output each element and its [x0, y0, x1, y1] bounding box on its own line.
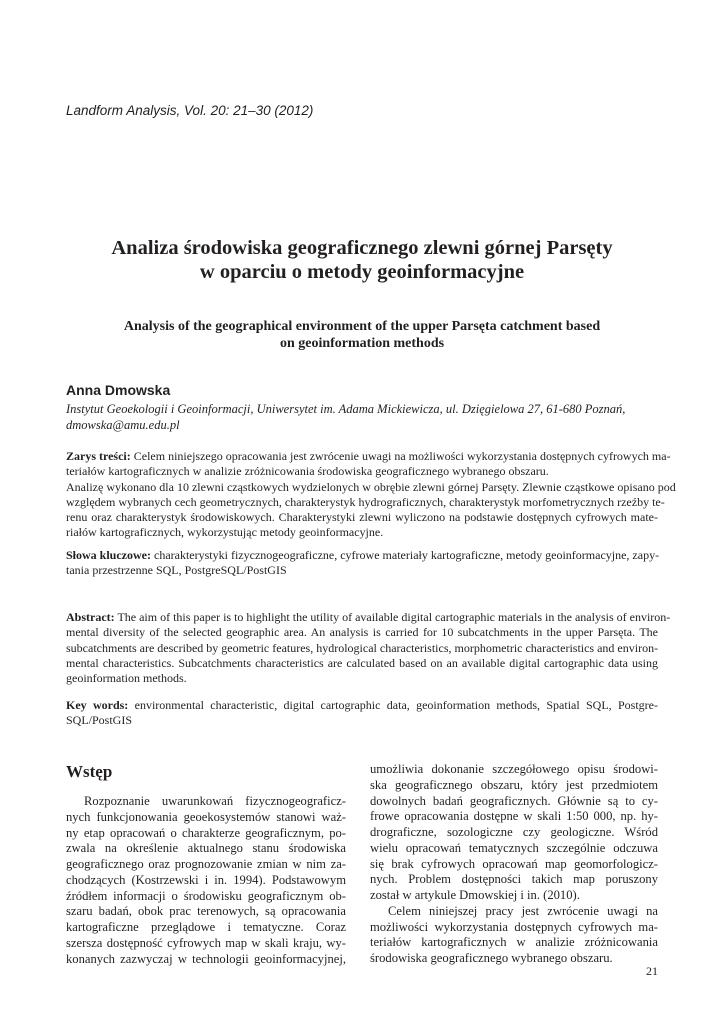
- text-line: frowe opracowania dostępne w skali 1:50 000, np. hy-: [370, 809, 658, 824]
- text-line: wielu opracowań tematycznych szczególnie odczuwa: [370, 840, 658, 855]
- text-line: szaru badań, obok prac terenowych, są opracowania: [66, 904, 346, 919]
- keywords-english: [66, 698, 658, 729]
- article-title-polish: [66, 236, 658, 284]
- text-line: riałów kartograficznych, wykorzystując metody geoinformacyjne.: [66, 525, 384, 540]
- keywords-polish-label: Słowa kluczowe:: [66, 548, 151, 562]
- text-line: teriałów kartograficznych w analizie zróżnicowania środowiska geograficznego wybranego obszaru.: [66, 464, 549, 479]
- text-line: renu oraz charakterystyk środowiskowych. Charakterystyki zlewni wyliczono na podstawie dostępnych cyfrowych mate-: [66, 510, 658, 525]
- text-line: environmental characteristic, digital cartographic data, geoinformation methods, Spatial SQL, Postgre-: [128, 698, 658, 712]
- text-line: geoinformation methods.: [66, 671, 187, 686]
- section-heading: Wstęp: [66, 762, 113, 781]
- text-line: szersza dostępność cyfrowych map w skali kraju, wy-: [66, 935, 346, 950]
- text-line: charakterystyki fizycznogeograficzne, cyfrowe materiały kartograficzne, metody geoinformacyjne, zapy-: [151, 548, 660, 562]
- text-line: ska geograficznego obszaru, który jest przedmiotem: [370, 777, 658, 792]
- page-number: 21: [646, 964, 658, 978]
- title-line: on geoinformation methods: [279, 336, 445, 351]
- abstract-label: Abstract:: [66, 610, 115, 624]
- text-line: Celem niniejszej pracy jest zwrócenie uwagi na: [388, 903, 658, 918]
- text-line: mental characteristics. Subcatchments characteristics are calculated based on an available digital cartographic data using: [66, 655, 658, 670]
- abstract-polish-label: Zarys treści:: [66, 449, 131, 463]
- text-line: kartograficzne przeglądowe i tematyczne. Coraz: [66, 920, 346, 934]
- text-line: subcatchments are described by geometric features, hydrological characteristics, morphometric characteristics and environ-: [66, 640, 659, 655]
- text-line: tania przestrzenne SQL, PostgreSQL/PostGIS: [66, 563, 287, 578]
- article-title-english: [66, 318, 658, 352]
- text-line: dowolnych badań geograficznych. Głównie są to cy-: [370, 793, 658, 808]
- keywords-label: Key words:: [66, 698, 129, 712]
- text-line: względem wybranych cech geometrycznych, charakterystyk hydrograficznych, charakterystyk morfometrycznych rzeźby te-: [66, 494, 665, 509]
- title-line: w oparciu o metody geoinformacyjne: [199, 261, 525, 283]
- text-line: nych funkcjonowania geoekosystemów stanowi waż-: [66, 809, 346, 824]
- title-line: Analiza środowiska geograficznego zlewni górnej Parsęty: [111, 237, 613, 259]
- text-line: teriałów kartograficznych w analizie zróżnicowania: [370, 935, 658, 950]
- abstract-polish: [66, 449, 676, 541]
- text-line: został w artykule Dmowskiej i in. (2010).: [370, 888, 580, 902]
- text-line: konanych zazwyczaj w technologii geoinformacyjnej,: [66, 951, 346, 966]
- text-line: Rozpoznanie uwarunkowań fizycznogeograficz-: [84, 794, 346, 808]
- text-line: umożliwia dokonanie szczegółowego opisu środowi-: [370, 762, 658, 776]
- text-line: się brak cyfrowych opracowań map geomorfologicz-: [370, 856, 658, 871]
- text-line: SQL/PostGIS: [66, 713, 133, 728]
- keywords-polish: [66, 548, 658, 579]
- text-line: Celem niniejszego opracowania jest zwrócenie uwagi na możliwości wykorzystania dostępnych cyfrowych ma-: [130, 449, 671, 463]
- abstract-english: [66, 610, 671, 686]
- author-affiliation: [66, 402, 625, 433]
- text-line: geograficznego oraz prognozowanie zmian w nim za-: [66, 857, 346, 871]
- text-line: drograficzne, sozologiczne czy geologiczne. Wśród: [370, 825, 658, 839]
- text-line: zwala na określenie aktualnego stanu środowiska: [66, 841, 346, 856]
- right-column: [370, 762, 658, 967]
- author-email: dmowska@amu.edu.pl: [66, 417, 180, 432]
- affiliation-line: Instytut Geoekologii i Geoinformacji, Uniwersytet im. Adama Mickiewicza, ul. Dzięgielowa 27, 61-680 Poznań,: [66, 402, 626, 416]
- author-name: Anna Dmowska: [66, 382, 171, 398]
- left-column: [66, 794, 346, 967]
- text-line: chodzących (Kostrzewski i in. 1994). Podstawowym: [66, 872, 346, 887]
- text-line: The aim of this paper is to highlight the utility of available digital cartographic materials in the analysis of environ-: [114, 610, 671, 624]
- text-line: mental diversity of the selected geographic area. An analysis is carried for 10 subcatchments in the upper Parsęta. The: [66, 625, 658, 640]
- text-line: środowiska geograficznego wybranego obszaru.: [370, 951, 613, 965]
- text-line: możliwości wykorzystania dostępnych cyfrowych ma-: [370, 919, 658, 934]
- text-line: ny etap opracowań o charakterze geograficznym, po-: [66, 825, 346, 840]
- text-line: Analizę wykonano dla 10 zlewni cząstkowych wydzielonych w obrębie zlewni górnej Parsęty. Zlewnie cząstkowe opisano pod: [66, 479, 676, 494]
- text-line: nych. Problem dostępności takich map poruszony: [370, 872, 658, 887]
- text-line: źródłem informacji o środowisku geograficznym ob-: [66, 888, 346, 903]
- title-line: Analysis of the geographical environment of the upper Parsęta catchment based: [123, 319, 601, 334]
- journal-header: Landform Analysis, Vol. 20: 21–30 (2012): [66, 103, 314, 118]
